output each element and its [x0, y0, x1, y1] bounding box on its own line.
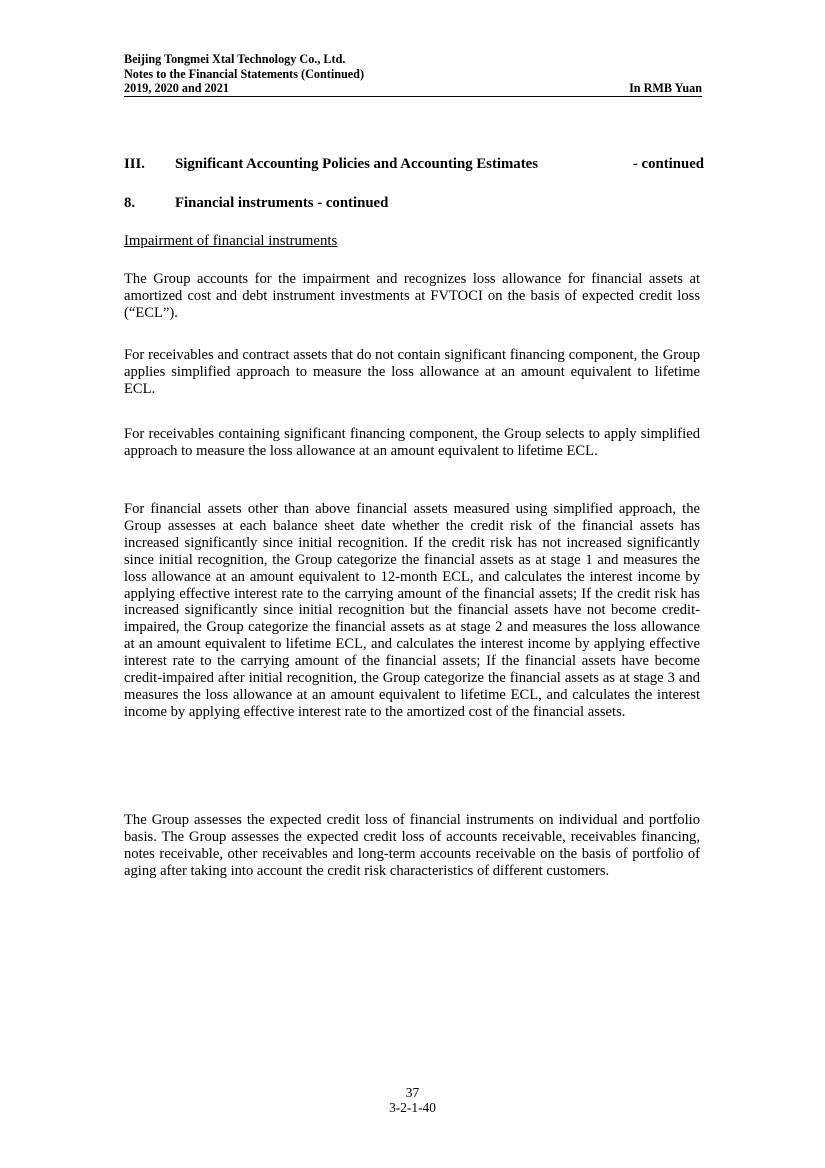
section-number: III.	[124, 156, 145, 172]
paragraph-stage-approach: For financial assets other than above financial assets measured using simplified approach, the Group assesses at each balance sheet date whether the credit risk of the financial assets has increased significantly since initial recognition. If the credit risk has not increased significantly since initial recognition, the Group categorize the financial assets as at stage 1 and measures the loss allowance at an amount equivalent to 12-month ECL, and calculates the interest income by applying effective interest rate to the carrying amount of the financial assets; If the credit risk has increased significantly since initial recognition but the financial assets have not become credit-impaired, the Group categorize the financial assets as at stage 2 and measures the loss allowance at an amount equivalent to lifetime ECL, and calculates the interest income by applying effective interest rate to the carrying amount of the financial assets; If the financial assets have become credit-impaired after initial recognition, the Group categorize the financial assets as at stage 3 and measures the loss allowance at an amount equivalent to lifetime ECL, and calculates the interest income by applying effective interest rate to the amortized cost of the financial assets.	[124, 501, 700, 720]
paragraph-receivables-financing: For receivables containing significant financing component, the Group selects to apply simplified approach to measure the loss allowance at an amount equivalent to lifetime ECL.	[124, 426, 700, 459]
paragraph-portfolio-basis: The Group assesses the expected credit loss of financial instruments on individual and portfolio basis. The Group assesses the expected credit loss of accounts receivable, receivables financing, notes receivable, other receivables and long-term accounts receivable on the basis of portfolio of aging after taking into account the credit risk characteristics of different customers.	[124, 812, 700, 879]
page-number: 37	[405, 1085, 420, 1100]
company-name: Beijing Tongmei Xtal Technology Co., Ltd.	[124, 52, 346, 66]
header-period-row	[124, 81, 702, 97]
document-subtitle: Notes to the Financial Statements (Continued)	[124, 66, 365, 81]
subsection-title: Financial instruments - continued	[175, 195, 389, 211]
paragraph-receivables-no-financing: For receivables and contract assets that do not contain significant financing component, the Group applies simplified approach to measure the loss allowance at an amount equivalent to lifetime ECL.	[124, 347, 700, 397]
page-header	[124, 52, 702, 97]
topic-heading: Impairment of financial instruments	[124, 233, 338, 249]
paragraph-ecl-basis: The Group accounts for the impairment and recognizes loss allowance for financial assets at amortized cost and debt instrument investments at FVTOCI on the basis of expected credit loss (“ECL”).	[124, 271, 700, 321]
currency-note: In RMB Yuan	[629, 81, 702, 95]
section-title: Significant Accounting Policies and Accounting Estimates	[175, 156, 538, 172]
section-heading	[124, 156, 704, 173]
document-reference: 3-2-1-40	[389, 1100, 436, 1115]
reporting-years: 2019, 2020 and 2021	[124, 81, 229, 95]
section-continued: - continued	[632, 156, 704, 172]
subsection-heading	[124, 195, 388, 212]
subsection-number: 8.	[124, 195, 136, 211]
